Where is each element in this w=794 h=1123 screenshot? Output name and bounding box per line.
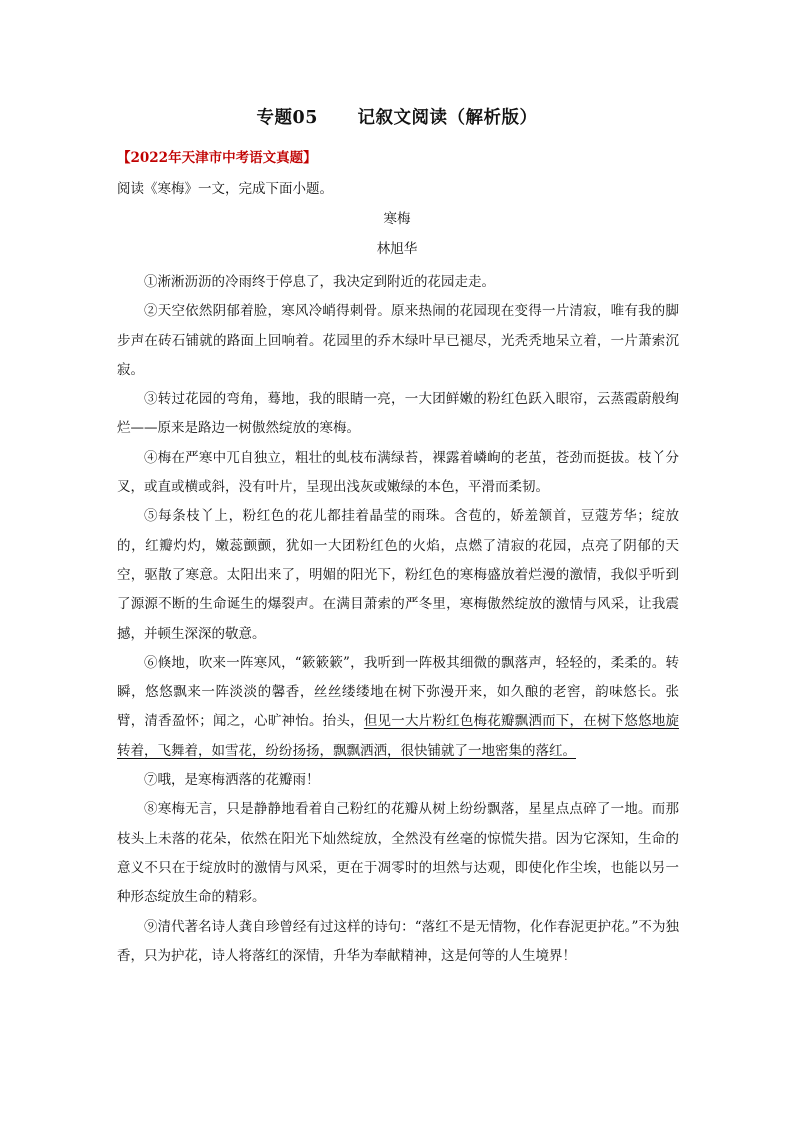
paragraph-4: ④梅在严寒中兀自独立，粗壮的虬枝布满绿苔，裸露着嶙峋的老茧，苍劲而挺拔。枝丫分叉，或直或横或斜，没有叶片，呈现出浅灰或嫩绿的本色，平滑而柔韧。 [117, 449, 679, 496]
paragraph-9: ⑨清代著名诗人龚自珍曾经有过这样的诗句：“落红不是无情物，化作春泥更护花。”不为独香，只为护花，诗人将落红的深情，升华为奉献精神，这是何等的人生境界！ [117, 918, 679, 964]
paragraph-6 [117, 649, 679, 766]
paragraph-8: ⑧寒梅无言，只是静静地看着自己粉红的花瓣从树上纷纷飘落，星星点点碎了一地。而那枝头上未落的花朵，依然在阳光下灿然绽放，全然没有丝毫的惊慌失措。因为它深知，生命的意义不只在于绽放时的激情与风采，更在于凋零时的坦然与达观，即使化作尘埃，也能以另一种形态绽放生命的精彩。 [117, 801, 679, 906]
underlined-sentence: 但见一大片粉红色梅花瓣飘洒而下，在树下悠悠地旋转着，飞舞着，如雪花，纷纷扬扬，飘飘洒洒，很快铺就了一地密集的落红。 [117, 713, 680, 759]
paragraph-5: ⑤每条枝丫上，粉红色的花儿都挂着晶莹的雨珠。含苞的，娇羞颔首，豆蔻芳华；绽放的，红瓣灼灼，嫩蕊颤颤，犹如一大团粉红色的火焰，点燃了清寂的花园，点亮了阴郁的天空，驱散了寒意。太阳出来了，明媚的阳光下，粉红色的寒梅盛放着烂漫的激情，我似乎听到了源源不断的生命诞生的爆裂声。在满目萧索的严冬里，寒梅傲然绽放的激情与风采，让我震撼，并顿生深深的敬意。 [117, 508, 679, 642]
paragraph-1: ①淅淅沥沥的冷雨终于停息了，我决定到附近的花园走走。 [144, 274, 495, 290]
source-label: 【2022年天津市中考语文真题】 [117, 150, 317, 166]
article-title: 寒梅 [383, 211, 411, 227]
paragraph-6-text: ⑥倏地，吹来一阵寒风，“簌簌簌”，我听到一阵极其细微的飘落声，轻轻的，柔柔的。转瞬，悠悠飘来一阵淡淡的馨香，丝丝缕缕地在树下弥漫开来，如久酿的老窖，韵味悠长。张臂，清香盈怀；闻之，心旷神怡。抬头， [117, 654, 679, 730]
reading-instruction: 阅读《寒梅》一文，完成下面小题。 [117, 181, 333, 197]
paragraph-3: ③转过花园的弯角，蓦地，我的眼睛一亮，一大团鲜嫩的粉红色跃入眼帘，云蒸霞蔚般绚烂——原来是路边一树傲然绽放的寒梅。 [117, 391, 679, 437]
article-body [117, 268, 679, 971]
article-author: 林旭华 [376, 241, 418, 257]
paragraph-7: ⑦哦，是寒梅洒落的花瓣雨！ [144, 772, 320, 789]
paragraph-2: ②天空依然阴郁着脸，寒风冷峭得刺骨。原来热闹的花园现在变得一片清寂，唯有我的脚步声在砖石铺就的路面上回响着。花园里的乔木绿叶早已褪尽，光秃秃地呆立着，一片萧索沉寂。 [117, 303, 679, 378]
document-title: 专题05 记叙文阅读（解析版） [256, 108, 538, 128]
